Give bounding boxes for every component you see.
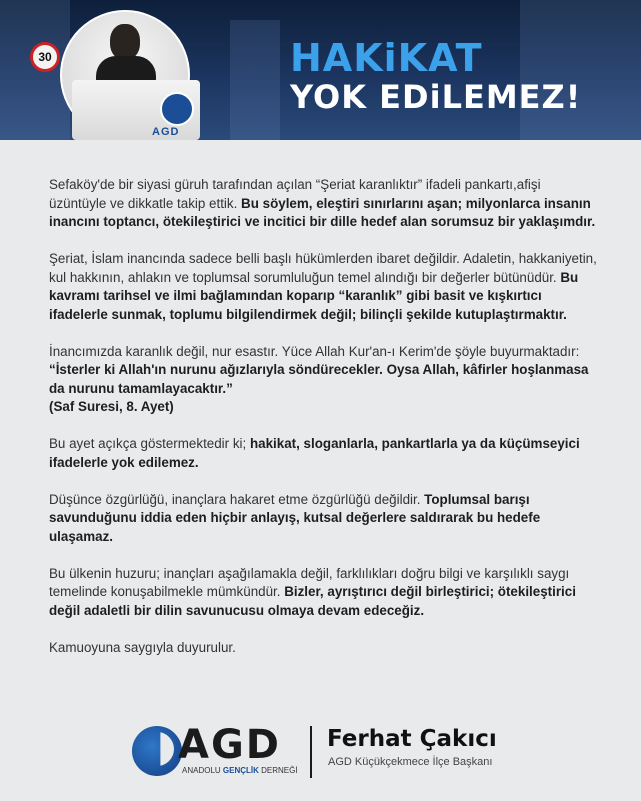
podium-label: AGD bbox=[152, 126, 180, 138]
paragraph bbox=[49, 343, 601, 417]
speaker-head bbox=[110, 24, 140, 60]
headline-line2: YOK EDiLEMEZ! bbox=[290, 78, 582, 116]
podium-logo-icon bbox=[160, 92, 194, 126]
statement-body bbox=[49, 176, 601, 676]
logo-sub-highlight: GENÇLİK bbox=[222, 766, 259, 775]
paragraph bbox=[49, 565, 601, 621]
paragraph bbox=[49, 435, 601, 472]
logo-sub-suffix: DERNEĞİ bbox=[258, 766, 298, 775]
paragraph-text: Bu ülkenin huzuru; inançları aşağılamakla değil, farklılıkları doğru bilgi ve karşılıklı saygı temelinde konuşabilmekle mümkündür. bbox=[49, 565, 570, 599]
footer bbox=[0, 708, 641, 801]
paragraph-text: Kamuoyuna saygıyla duyurulur. bbox=[49, 639, 236, 655]
paragraph-text: Düşünce özgürlüğü, inançlara hakaret etme özgürlüğü değildir. bbox=[49, 491, 425, 507]
signatory-title: AGD Küçükçekmece İlçe Başkanı bbox=[328, 756, 493, 768]
paragraph-text: Şeriat, İslam inancında sadece belli başlı hükümlerden ibaret değildir. Adaletin, hakkaniyetin, kul hakkının, ahlakın ve toplumsal sorumluluğun temel alındığı bir değerler bütünüdür. bbox=[49, 251, 597, 285]
agd-logo-text: AGD bbox=[178, 722, 281, 768]
signatory-name: Ferhat Çakıcı bbox=[327, 726, 497, 752]
paragraph-bold-text: hakikat, sloganlarla, pankartlarla ya da küçümseyici ifadelerle yok edilemez. bbox=[49, 436, 580, 470]
paragraph bbox=[49, 250, 601, 324]
header-banner bbox=[0, 0, 641, 140]
logo-sub-prefix: ANADOLU bbox=[182, 766, 223, 775]
paragraph bbox=[49, 639, 601, 658]
footer-divider bbox=[310, 726, 312, 778]
agd-logo-icon bbox=[132, 726, 182, 776]
paragraph-text: Bu ayet açıkça göstermektedir ki; bbox=[49, 436, 250, 451]
background-building bbox=[230, 20, 280, 140]
paragraph-bold-text: (Saf Suresi, 8. Ayet) bbox=[49, 399, 174, 414]
paragraph-bold-text: Bu söylem, eleştiri sınırlarını aşan; milyonlarca insanın inancını toptancı, ötekileştirici ve incitici bir dille hedef alan sorumsuz bir yaklaşımdır. bbox=[49, 195, 596, 229]
paragraph-bold-text: “İsterler ki Allah'ın nurunu ağızlarıyla söndürecekler. Oysa Allah, kâfirler hoşlanmasa da nurunu tamamlayacaktır.” bbox=[49, 362, 589, 396]
paragraph bbox=[49, 176, 601, 232]
paragraph-bold-text: Toplumsal barışı savunduğunu iddia eden hiçbir anlayış, kutsal değerlere saldırarak bu hedefe ulaşamaz. bbox=[49, 491, 541, 544]
paragraph-bold-text: Bu kavramı tarihsel ve ilmi bağlamından koparıp “karanlık” gibi basit ve kışkırtıcı ifadelerle sunmak, toplumu bilgilendirmek değil; bilinçli şekilde kutuplaştırmaktır. bbox=[49, 269, 579, 322]
headline-line1: HAKiKAT bbox=[290, 36, 483, 80]
paragraph-text: İnancımızda karanlık değil, nur esastır. Yüce Allah Kur'an-ı Kerim'de şöyle buyurmaktadır: bbox=[49, 343, 580, 359]
agd-logo-subtitle bbox=[182, 766, 298, 775]
paragraph-text: Sefaköy'de bir siyasi güruh tarafından açılan “Şeriat karanlıktır” ifadeli pankartı,afişi üzüntüyle ve dikkatle takip ettik. bbox=[49, 177, 541, 211]
paragraph-bold-text: Bizler, ayrıştırıcı değil birleştirici; ötekileştirici değil adaletli bir dilin savunucusu olmaya devam edeceğiz. bbox=[49, 584, 576, 618]
paragraph bbox=[49, 491, 601, 547]
speed-sign: 30 bbox=[30, 42, 60, 72]
background-building bbox=[520, 0, 641, 140]
